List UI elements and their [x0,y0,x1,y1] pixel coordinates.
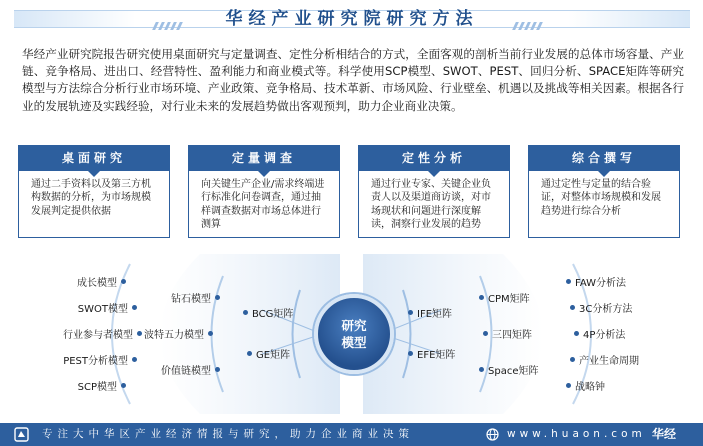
method-card-quantitative [188,145,340,238]
card-text: 通过行业专家、关键企业负责人以及渠道商访谈，对市场现状和问题进行深度解读，洞察行业发展的趋势 [358,171,510,238]
bullet-dot [132,305,137,310]
section-header [14,8,690,30]
bullet-dot [137,331,142,336]
model-item: 成长模型 [77,274,126,289]
card-title: 桌面研究 [18,145,170,171]
model-item: IFE矩阵 [408,305,452,320]
globe-icon [486,428,499,441]
model-item: BCG矩阵 [243,305,293,320]
intro-paragraph: 华经产业研究院报告研究使用桌面研究与定量调查、定性分析相结合的方式，全面客观的剖析当前行业发展的总体市场容量、产业链、竞争格局、进出口、经营特性、盈利能力和商业模式等。科学使用SCP模型、SWOT、PEST、回归分析、SPACE矩阵等研究模型与方法综合分析行业市场环境、产业政策、竞争格局、技术革新、市场风险、行业壁垒、机遇以及挑战等相关因素。根据各行业的发展轨迹及实践经验，对行业未来的发展趋势做出客观预判，助力企业商业决策。 [22,47,684,113]
bullet-dot [566,383,571,388]
bullet-dot [243,310,248,315]
bullet-dot [570,305,575,310]
bullet-dot [208,331,213,336]
model-item: GE矩阵 [247,346,290,361]
bullet-dot [132,357,137,362]
footer-slogan: 专注大中华区产业经济情报与研究，助力企业商业决策 [42,428,414,440]
hub-label-line1: 研究 [341,318,367,333]
model-item: 波特五力模型 [144,326,213,341]
logo-icon [14,427,29,442]
bullet-dot [215,295,220,300]
model-item: 价值链模型 [161,362,220,377]
bullet-dot [121,383,126,388]
footer-url[interactable]: www.huaon.com [507,428,646,440]
card-text: 通过二手资料以及第三方机构数据的分析，为市场规模发展判定提供依据 [18,171,170,238]
card-title: 综合撰写 [528,145,680,171]
model-item: 产业生命周期 [570,352,639,367]
model-item: CPM矩阵 [479,290,530,305]
method-card-qualitative [358,145,510,238]
model-item: 行业参与者模型 [63,326,142,341]
model-item: PEST分析模型 [63,352,137,367]
model-item: SWOT模型 [78,300,137,315]
footer-bar [0,423,703,446]
model-item: EFE矩阵 [408,346,455,361]
research-model-hub [314,294,394,374]
hub-label-line2: 模型 [341,335,367,350]
page-title: 华经产业研究院研究方法 [225,9,479,29]
card-text: 向关键生产企业/需求终端进行标准化问卷调查，通过抽样调查数据对市场总体进行测算 [188,171,340,238]
bullet-dot [247,351,252,356]
model-item: SCP模型 [78,378,126,393]
bullet-dot [121,279,126,284]
bullet-dot [566,279,571,284]
bullet-dot [408,310,413,315]
bullet-dot [479,295,484,300]
bullet-dot [408,351,413,356]
bullet-dot [483,331,488,336]
bullet-dot [570,357,575,362]
bullet-dot [215,367,220,372]
method-card-synthesis [528,145,680,238]
card-title: 定性分析 [358,145,510,171]
bullet-dot [574,331,579,336]
bullet-dot [479,367,484,372]
model-item: 战略钟 [566,378,605,393]
footer-brand: 华经 [652,427,677,441]
model-item: FAW分析法 [566,274,626,289]
model-item: 钻石模型 [171,290,220,305]
card-title: 定量调查 [188,145,340,171]
model-item: 三四矩阵 [483,326,532,341]
card-text: 通过定性与定量的结合验证，对整体市场规模和发展趋势进行综合分析 [528,171,680,238]
method-card-desk-research [18,145,170,238]
model-item: 4P分析法 [574,326,625,341]
model-item: Space矩阵 [479,362,538,377]
model-item: 3C分析方法 [570,300,632,315]
